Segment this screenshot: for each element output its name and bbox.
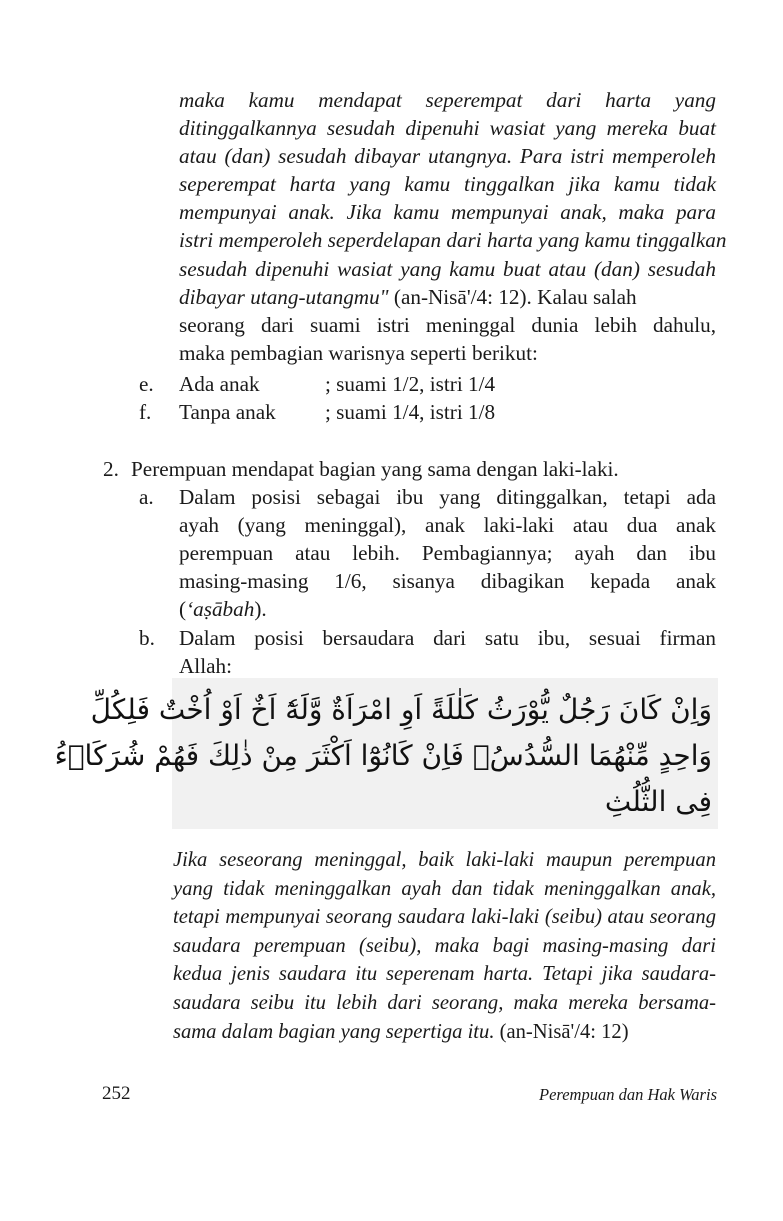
text-line: perempuan atau lebih. Pembagiannya; ayah dan ibu [179,541,716,566]
text-line: masing-masing 1/6, sisanya dibagikan kepada anak [179,569,716,594]
list-marker-e: e. [139,372,154,396]
section-number: 2. [103,457,119,481]
citation: (an-Nisā'/4: 12) [494,1020,629,1043]
list-value-e: ; suami 1/2, istri 1/4 [325,372,496,396]
list-value-f: ; suami 1/4, istri 1/8 [325,400,496,424]
citation: (an-Nisā'/4: 12). Kalau salah [388,284,637,309]
list-label-e: Ada anak [179,372,260,396]
text-line: mempunyai anak. Jika kamu mempunyai anak, maka para [179,200,716,225]
paren-open: ( [179,597,187,622]
text-line: Dalam posisi sebagai ibu yang ditinggalkan, tetapi ada [179,485,716,509]
arabic-line-3: فِى الثُّلُثِ [604,785,712,818]
sub-marker-b: b. [139,626,155,650]
text-line: Dalam posisi bersaudara dari satu ibu, sesuai firman [179,626,716,650]
list-marker-f: f. [139,400,152,424]
text-line: saudara perempuan (seibu), maka bagi masing-masing dari [173,934,716,957]
text-line: maka kamu mendapat seperempat dari harta yang [179,88,716,112]
text-line: istri memperoleh seperdelapan dari harta yang kamu tinggalkan [179,228,727,253]
text-line: ayah (yang meninggal), anak laki-laki atau dua anak [179,513,716,538]
arabic-line-2: وَاحِدٍ مِّنْهُمَا السُّدُسُۚ فَاِنْ كَانُوْٓا اَكْثَرَ مِنْ ذٰلِكَ فَهُمْ شُرَكَاۤءُ [54,739,712,772]
paren-close: ). [254,597,267,622]
verse-translation [173,846,716,1046]
text-line: seperempat harta yang kamu tinggalkan jika kamu tidak [179,172,716,197]
text-line: Allah: [179,654,232,679]
text-line: yang tidak meninggalkan ayah dan tidak meninggalkan anak, [173,877,716,900]
translation-end: sama dalam bagian yang sepertiga itu. [173,1020,495,1043]
continuation-paragraph [179,86,727,367]
text-line [173,1018,716,1047]
text-line-mixed [179,283,716,311]
text-line: kedua jenis saudara itu seperenam harta. Tetapi jika saudara- [173,963,716,986]
text-line: ditinggalkannya sesudah dipenuhi wasiat yang mereka buat [179,116,716,141]
text-line: saudara seibu itu lebih dari seorang, maka mereka bersama- [173,991,716,1014]
text-line: atau (dan) sesudah dibayar utangnya. Para istri memperoleh [179,144,716,169]
text-line: seorang dari suami istri meninggal dunia lebih dahulu, [179,312,716,337]
sub-paragraph-a [179,483,716,623]
arabic-verse-box [54,678,718,829]
quote-end: dibayar utang-utangmu" [179,284,389,309]
text-line [179,595,716,623]
running-footer-title: Perempuan dan Hak Waris [539,1085,717,1104]
list-label-f: Tanpa anak [179,400,276,424]
text-line: Jika seseorang meninggal, baik laki-laki maupun perempuan [173,849,716,871]
sub-marker-a: a. [139,485,154,509]
section-heading: Perempuan mendapat bagian yang sama dengan laki-laki. [131,457,619,481]
text-line: sesudah dipenuhi wasiat yang kamu buat atau (dan) sesudah [179,256,716,281]
text-line: tetapi mempunyai seorang saudara laki-laki (seibu) atau seorang [173,906,716,929]
page-number: 252 [102,1083,131,1104]
text-line: maka pembagian warisnya seperti berikut: [179,340,538,365]
term-asabah: ‘aṣābah [186,597,255,622]
arabic-line-1: وَاِنْ كَانَ رَجُلٌ يُّوْرَثُ كَلٰلَةً اَوِ امْرَاَةٌ وَّلَهٗٓ اَخٌ اَوْ اُخْتٌ فَلِكُلِّ [90,693,712,726]
sub-paragraph-b [179,624,716,680]
